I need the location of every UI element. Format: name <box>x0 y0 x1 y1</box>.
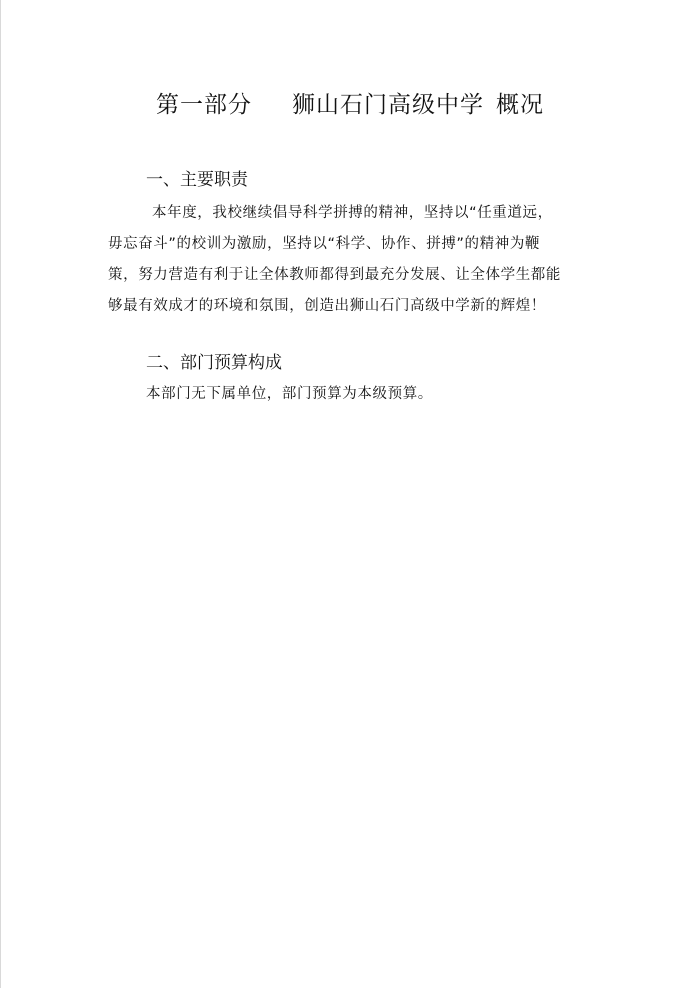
paragraph-line: 策，努力营造有利于让全体教师都得到最充分发展、让全体学生都能 <box>108 267 561 283</box>
section-budget-composition-text: 本部门无下属单位，部门预算为本级预算。 <box>146 386 433 402</box>
title-school-name: 狮山石门高级中学 <box>292 92 484 118</box>
paragraph-line: 本年度，我校继续倡导科学拼搏的精神，坚持以“任重道远， <box>152 205 553 221</box>
title-suffix: 概况 <box>496 92 544 118</box>
title-part: 第一部分 <box>156 92 252 118</box>
section-heading-budget-composition: 二、部门预算构成 <box>146 353 282 373</box>
paragraph-line: 毋忘奋斗”的校训为激励，坚持以“科学、协作、拼搏”的精神为鞭 <box>108 236 541 252</box>
section-main-duties-paragraph <box>108 198 600 322</box>
page-title <box>0 86 700 119</box>
paragraph-line: 够最有效成才的环境和氛围，创造出狮山石门高级中学新的辉煌！ <box>108 298 546 314</box>
section-heading-main-duties: 一、主要职责 <box>146 170 248 190</box>
